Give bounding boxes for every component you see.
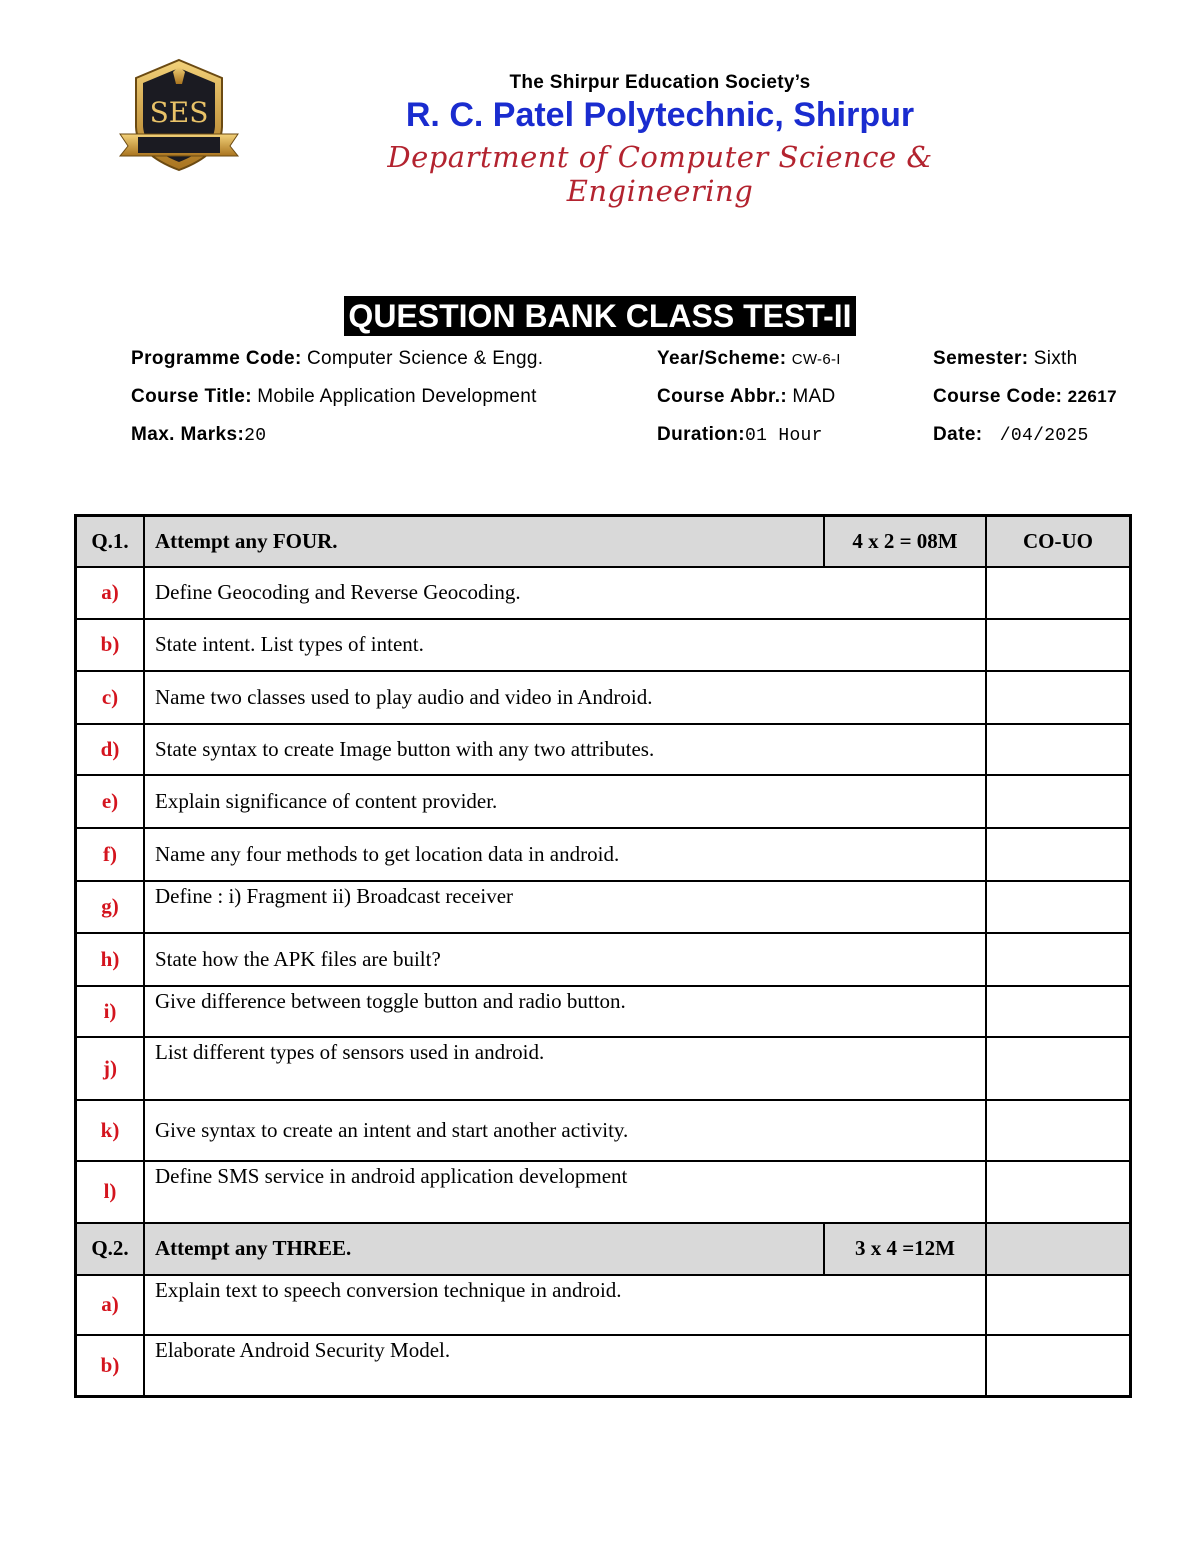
co-cell <box>986 1275 1131 1335</box>
co-cell <box>986 567 1131 619</box>
question-text: State syntax to create Image button with any two attributes. <box>144 724 986 775</box>
date-label: Date: <box>933 424 983 445</box>
q1-number: Q.1. <box>76 516 145 567</box>
course-title-value: Mobile Application Development <box>257 386 537 407</box>
q2-header-row <box>76 1223 1131 1275</box>
co-cell <box>986 1161 1131 1223</box>
table-row <box>76 881 1131 933</box>
course-title <box>131 386 537 408</box>
year-scheme-value: CW-6-I <box>791 351 841 368</box>
course-code <box>933 386 1117 408</box>
table-row <box>76 933 1131 986</box>
course-abbr-value: MAD <box>792 386 836 407</box>
question-text: Name any four methods to get location data in android. <box>144 828 986 881</box>
programme-code-label: Programme Code: <box>131 348 302 369</box>
question-label: j) <box>76 1037 145 1100</box>
question-text: Define : i) Fragment ii) Broadcast receiver <box>144 881 986 933</box>
table-row <box>76 1335 1131 1397</box>
max-marks <box>131 424 266 446</box>
course-code-value: 22617 <box>1067 387 1117 406</box>
question-text: Explain significance of content provider. <box>144 775 986 828</box>
co-cell <box>986 1100 1131 1161</box>
semester-label: Semester: <box>933 348 1029 369</box>
question-text: State how the APK files are built? <box>144 933 986 986</box>
question-label: i) <box>76 986 145 1037</box>
co-uo-header: CO-UO <box>986 516 1131 567</box>
date <box>933 424 1089 446</box>
question-text: Elaborate Android Security Model. <box>144 1335 986 1397</box>
logo-text: SES <box>149 96 209 129</box>
question-text: Explain text to speech conversion technique in android. <box>144 1275 986 1335</box>
question-label: g) <box>76 881 145 933</box>
course-title-label: Course Title: <box>131 386 252 407</box>
year-scheme-label: Year/Scheme: <box>657 348 787 369</box>
date-value: /04/2025 <box>999 426 1089 446</box>
course-abbr <box>657 386 836 408</box>
co-cell <box>986 1335 1131 1397</box>
co-cell <box>986 933 1131 986</box>
co-cell <box>986 775 1131 828</box>
programme-code-value: Computer Science & Engg. <box>306 348 544 369</box>
q2-instruction: Attempt any THREE. <box>144 1223 824 1275</box>
co-cell <box>986 1223 1131 1275</box>
co-cell <box>986 881 1131 933</box>
page-title: QUESTION BANK CLASS TEST-II <box>344 296 855 336</box>
duration-value: 01 Hour <box>745 426 823 446</box>
table-row <box>76 724 1131 775</box>
ses-logo <box>118 56 240 174</box>
q1-instruction: Attempt any FOUR. <box>144 516 824 567</box>
question-text: Give difference between toggle button and radio button. <box>144 986 986 1037</box>
question-label: c) <box>76 671 145 724</box>
table-row <box>76 1037 1131 1100</box>
question-label: h) <box>76 933 145 986</box>
table-row <box>76 775 1131 828</box>
semester <box>933 348 1078 370</box>
question-label: l) <box>76 1161 145 1223</box>
programme-code <box>131 348 543 370</box>
question-text: Define Geocoding and Reverse Geocoding. <box>144 567 986 619</box>
co-cell <box>986 724 1131 775</box>
q2-number: Q.2. <box>76 1223 145 1275</box>
table-row <box>76 986 1131 1037</box>
department-name: Department of Computer Science & Engineering <box>387 140 933 208</box>
question-label: a) <box>76 1275 145 1335</box>
q1-header-row <box>76 516 1131 567</box>
table-row <box>76 567 1131 619</box>
question-label: k) <box>76 1100 145 1161</box>
co-cell <box>986 619 1131 671</box>
duration-label: Duration: <box>657 424 746 445</box>
question-label: f) <box>76 828 145 881</box>
co-cell <box>986 1037 1131 1100</box>
table-row <box>76 671 1131 724</box>
question-text: Define SMS service in android application development <box>144 1161 986 1223</box>
max-marks-label: Max. Marks: <box>131 424 245 445</box>
course-code-label: Course Code: <box>933 386 1063 407</box>
max-marks-value: 20 <box>244 426 267 446</box>
question-text: List different types of sensors used in android. <box>144 1037 986 1100</box>
question-text: Give syntax to create an intent and start another activity. <box>144 1100 986 1161</box>
co-cell <box>986 986 1131 1037</box>
question-table <box>74 514 1132 1398</box>
question-label: a) <box>76 567 145 619</box>
q1-marks: 4 x 2 = 08M <box>824 516 986 567</box>
society-name: The Shirpur Education Society’s <box>509 72 811 93</box>
q2-marks: 3 x 4 =12M <box>824 1223 986 1275</box>
table-row <box>76 1275 1131 1335</box>
semester-value: Sixth <box>1033 348 1078 369</box>
co-cell <box>986 828 1131 881</box>
college-name: R. C. Patel Polytechnic, Shirpur <box>405 96 915 134</box>
table-row <box>76 619 1131 671</box>
year-scheme <box>657 348 841 370</box>
question-text: Name two classes used to play audio and video in Android. <box>144 671 986 724</box>
question-label: d) <box>76 724 145 775</box>
co-cell <box>986 671 1131 724</box>
duration <box>657 424 823 446</box>
question-text: State intent. List types of intent. <box>144 619 986 671</box>
table-row <box>76 1100 1131 1161</box>
course-abbr-label: Course Abbr.: <box>657 386 788 407</box>
table-row <box>76 1161 1131 1223</box>
table-row <box>76 828 1131 881</box>
question-label: b) <box>76 619 145 671</box>
question-label: b) <box>76 1335 145 1397</box>
question-label: e) <box>76 775 145 828</box>
